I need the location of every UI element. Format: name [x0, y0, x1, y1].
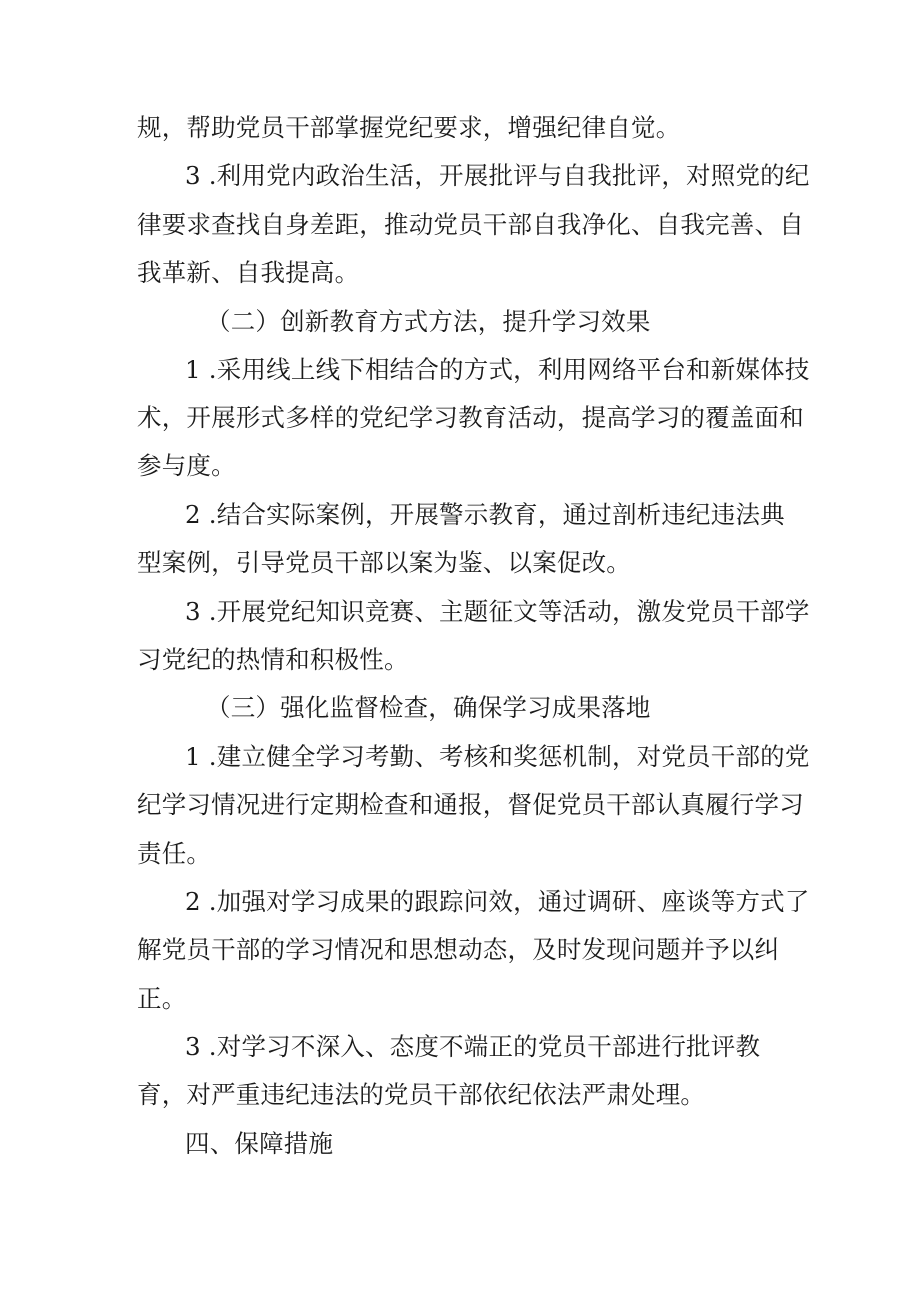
list-item-line: 1 .采用线上线下相结合的方式，利用网络平台和新媒体技	[185, 355, 810, 384]
list-item-line: 2 .结合实际案例，开展警示教育，通过剖析违纪违法典	[185, 500, 785, 529]
paragraph-line: 律要求查找自身差距，推动党员干部自我净化、自我完善、自	[137, 210, 804, 239]
list-item-line: 2 .加强对学习成果的跟踪问效，通过调研、座谈等方式了	[185, 887, 810, 916]
paragraph-line: 术，开展形式多样的党纪学习教育活动，提高学习的覆盖面和	[137, 403, 804, 432]
paragraph-line: 责任。	[137, 839, 212, 868]
paragraph-line: 正。	[137, 984, 187, 1013]
list-item-line: 3 .开展党纪知识竞赛、主题征文等活动，激发党员干部学	[185, 597, 810, 626]
paragraph-line: 参与度。	[137, 451, 236, 480]
paragraph-line: 规，帮助党员干部掌握党纪要求，增强纪律自觉。	[137, 113, 681, 142]
paragraph-line: 习党纪的热情和积极性。	[137, 645, 409, 674]
list-item-line: 1 .建立健全学习考勤、考核和奖惩机制，对党员干部的党	[185, 742, 810, 771]
list-item-line: 3 .利用党内政治生活，开展批评与自我批评，对照党的纪	[185, 161, 810, 190]
paragraph-line: 解党员干部的学习情况和思想动态，及时发现问题并予以纠	[137, 935, 780, 964]
chapter-heading: 四、保障措施	[185, 1129, 334, 1158]
paragraph-line: 纪学习情况进行定期检查和通报，督促党员干部认真履行学习	[137, 790, 804, 819]
paragraph-line: 型案例，引导党员干部以案为鉴、以案促改。	[137, 548, 631, 577]
paragraph-line: 我革新、自我提高。	[137, 258, 360, 287]
section-heading: （二）创新教育方式方法，提升学习效果	[206, 307, 651, 336]
section-heading: （三）强化监督检查，确保学习成果落地	[206, 693, 651, 722]
paragraph-line: 育，对严重违纪违法的党员干部依纪依法严肃处理。	[137, 1080, 706, 1109]
list-item-line: 3 .对学习不深入、态度不端正的党员干部进行批评教	[185, 1032, 761, 1061]
